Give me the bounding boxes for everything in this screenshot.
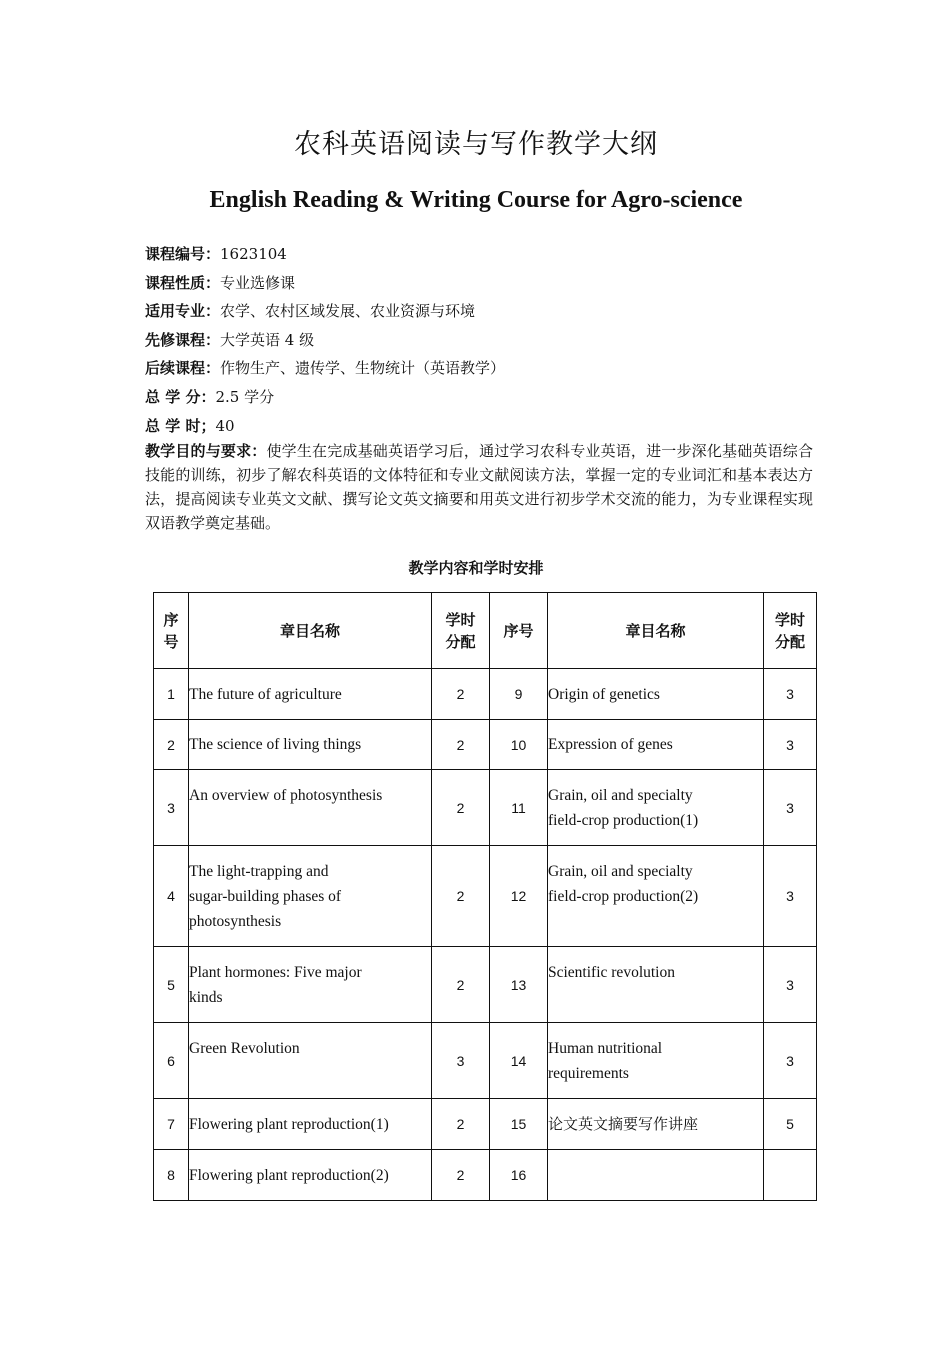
hours-right: 3 — [764, 1023, 817, 1099]
hours-right: 3 — [764, 720, 817, 770]
chapter-title-left: Plant hormones: Five major kinds — [189, 947, 432, 1023]
table-row — [154, 669, 817, 720]
table-row — [154, 1150, 817, 1201]
follow-up-value: 作物生产、遗传学、生物统计（英语教学） — [220, 359, 506, 378]
hours-left: 2 — [432, 1150, 490, 1201]
prerequisite-line — [145, 326, 813, 355]
row-number-right: 15 — [490, 1099, 548, 1150]
chapter-title-left: Green Revolution — [189, 1023, 432, 1099]
chapter-title-left: The future of agriculture — [189, 669, 432, 720]
table-row — [154, 947, 817, 1023]
credits-line — [145, 383, 813, 412]
hours-left: 2 — [432, 947, 490, 1023]
header-chapter-right: 章目名称 — [548, 593, 764, 669]
course-info — [145, 240, 813, 535]
table-row — [154, 720, 817, 770]
header-hours-left: 学时 分配 — [432, 593, 490, 669]
chapter-title-left: An overview of photosynthesis — [189, 770, 432, 846]
hours-line — [145, 412, 813, 441]
chapter-title-right: Grain, oil and specialty field-crop production(1) — [548, 770, 764, 846]
schedule-table — [153, 592, 817, 1201]
course-code-value: 1623104 — [220, 245, 287, 263]
purpose-label: 教学目的与要求： — [145, 442, 267, 461]
chapter-title-right: Expression of genes — [548, 720, 764, 770]
document-title-english: English Reading & Writing Course for Agro-science — [209, 187, 743, 213]
chapter-title-left: Flowering plant reproduction(1) — [189, 1099, 432, 1150]
row-number-right: 14 — [490, 1023, 548, 1099]
hours-right: 3 — [764, 947, 817, 1023]
row-number-left: 3 — [154, 770, 189, 846]
course-code-label: 课程编号： — [145, 245, 221, 263]
hours-left: 2 — [432, 770, 490, 846]
table-caption: 教学内容和学时安排 — [408, 559, 544, 577]
majors-line — [145, 297, 813, 326]
row-number-right: 9 — [490, 669, 548, 720]
follow-up-line — [145, 354, 813, 383]
row-number-left: 4 — [154, 846, 189, 947]
majors-value: 农学、农村区域发展、农业资源与环境 — [220, 302, 476, 321]
header-seq-right: 序号 — [490, 593, 548, 669]
purpose-text: 使学生在完成基础英语学习后，通过学习农科专业英语，进一步深化基础英语综合技能的训练，初步了解农科英语的文体特征和专业文献阅读方法，掌握一定的专业词汇和基本表达方法，提高阅读专业英文文献、撰写论文英文摘要和用英文进行初步学术交流的能力，为专业课程实现双语教学奠定基础。 — [145, 442, 813, 532]
row-number-right: 13 — [490, 947, 548, 1023]
hours-right: 5 — [764, 1099, 817, 1150]
course-nature-value: 专业选修课 — [220, 273, 296, 292]
chapter-title-right: Human nutritional requirements — [548, 1023, 764, 1099]
hours-left: 2 — [432, 846, 490, 947]
header-chapter-left: 章目名称 — [189, 593, 432, 669]
row-number-right: 10 — [490, 720, 548, 770]
table-row — [154, 846, 817, 947]
row-number-left: 6 — [154, 1023, 189, 1099]
hours-right: 3 — [764, 770, 817, 846]
header-hours-right: 学时 分配 — [764, 593, 817, 669]
hours-label: 总 学 时； — [145, 416, 216, 435]
chapter-title-left: The light-trapping and sugar-building phases of photosynthesis — [189, 846, 432, 947]
table-row — [154, 1099, 817, 1150]
chapter-title-left: Flowering plant reproduction(2) — [189, 1150, 432, 1201]
hours-left: 3 — [432, 1023, 490, 1099]
hours-value: 40 — [215, 416, 235, 435]
credits-label: 总 学 分： — [145, 387, 216, 406]
majors-label: 适用专业： — [145, 302, 221, 321]
chapter-title-right: Scientific revolution — [548, 947, 764, 1023]
credits-value: 2.5 学分 — [215, 387, 275, 406]
table-row — [154, 1023, 817, 1099]
hours-right: 3 — [764, 846, 817, 947]
course-nature-label: 课程性质： — [145, 273, 221, 292]
row-number-left: 7 — [154, 1099, 189, 1150]
prerequisite-value: 大学英语 4 级 — [220, 330, 315, 349]
hours-left: 2 — [432, 669, 490, 720]
chapter-title-right — [548, 1150, 764, 1201]
hours-right: 3 — [764, 669, 817, 720]
row-number-left: 2 — [154, 720, 189, 770]
hours-left: 2 — [432, 1099, 490, 1150]
prerequisite-label: 先修课程： — [145, 330, 221, 349]
chapter-title-right: 论文英文摘要写作讲座 — [548, 1099, 764, 1150]
row-number-right: 11 — [490, 770, 548, 846]
course-code-line — [145, 240, 813, 269]
row-number-right: 12 — [490, 846, 548, 947]
course-nature-line — [145, 269, 813, 298]
purpose-paragraph — [145, 440, 813, 535]
chapter-title-right: Grain, oil and specialty field-crop production(2) — [548, 846, 764, 947]
row-number-right: 16 — [490, 1150, 548, 1201]
chapter-title-left: The science of living things — [189, 720, 432, 770]
header-seq-left: 序 号 — [154, 593, 189, 669]
document-title-chinese: 农科英语阅读与写作教学大纲 — [294, 129, 658, 160]
hours-left: 2 — [432, 720, 490, 770]
table-row — [154, 770, 817, 846]
row-number-left: 5 — [154, 947, 189, 1023]
row-number-left: 1 — [154, 669, 189, 720]
row-number-left: 8 — [154, 1150, 189, 1201]
follow-up-label: 后续课程： — [145, 359, 221, 378]
chapter-title-right: Origin of genetics — [548, 669, 764, 720]
table-header-row — [154, 593, 817, 669]
hours-right — [764, 1150, 817, 1201]
